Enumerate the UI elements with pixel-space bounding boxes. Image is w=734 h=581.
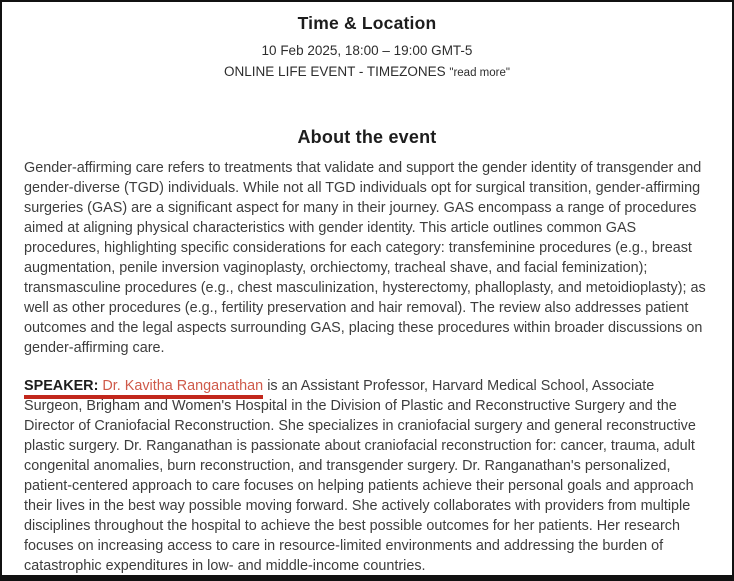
event-location-line — [24, 64, 710, 79]
about-section — [24, 127, 710, 576]
event-location-text: ONLINE LIFE EVENT - TIMEZONES — [224, 64, 446, 79]
speaker-name-link[interactable]: Dr. Kavitha Ranganathan — [102, 378, 264, 394]
time-location-section — [24, 13, 710, 79]
speaker-paragraph — [24, 376, 710, 576]
speaker-label: SPEAKER: — [24, 378, 99, 394]
about-title: About the event — [297, 127, 437, 147]
speaker-annotation-underline — [24, 378, 263, 399]
speaker-bio-text: is an Assistant Professor, Harvard Medical School, Associate Surgeon, Brigham and Women's Hospital in the Division of Plastic and Reconstructive Surgery and the Director of Craniofacial Reconstruction. She specializes in craniofacial surgery and general reconstructive plastic surgery. Dr. Ranganathan is passionate about craniofacial reconstruction for: cancer, trauma, adult congenital anomalies, burn reconstruction, and transgender surgery. Dr. Ranganathan's personalized, patient-centered approach to care focuses on helping patients achieve their personal goals and approach their lives in the best way possible moving forward. She actively collaborates with providers from multiple disciplines throughout the hospital to achieve the best possible outcomes for her patients. Her research focuses on increasing access to care in resource-limited environments and addressing the burden of catastrophic expenditures in low- and middle-income countries. — [24, 378, 696, 574]
event-datetime: 10 Feb 2025, 18:00 – 19:00 GMT-5 — [261, 43, 473, 58]
about-paragraph: Gender-affirming care refers to treatments that validate and support the gender identity of transgender and gender-diverse (TGD) individuals. While not all TGD individuals opt for surgical transition, gender-affirming surgeries (GAS) are a significant aspect for many in their journey. GAS encompass a range of procedures aimed at aligning physical characteristics with gender identity. This article outlines common GAS procedures, highlighting specific considerations for each category: transfeminine procedures (e.g., breast augmentation, penile inversion vaginoplasty, orchiectomy, tracheal shave, and facial feminization); transmasculine procedures (e.g., chest masculinization, hysterectomy, phalloplasty, and metoidioplasty); as well as other procedures (e.g., fertility preservation and hair removal). The review also addresses patient outcomes and the legal aspects surrounding GAS, placing these procedures within broader discussions on gender-affirming care. — [24, 160, 706, 356]
time-location-title: Time & Location — [297, 13, 437, 33]
read-more-link[interactable]: "read more" — [449, 67, 510, 79]
